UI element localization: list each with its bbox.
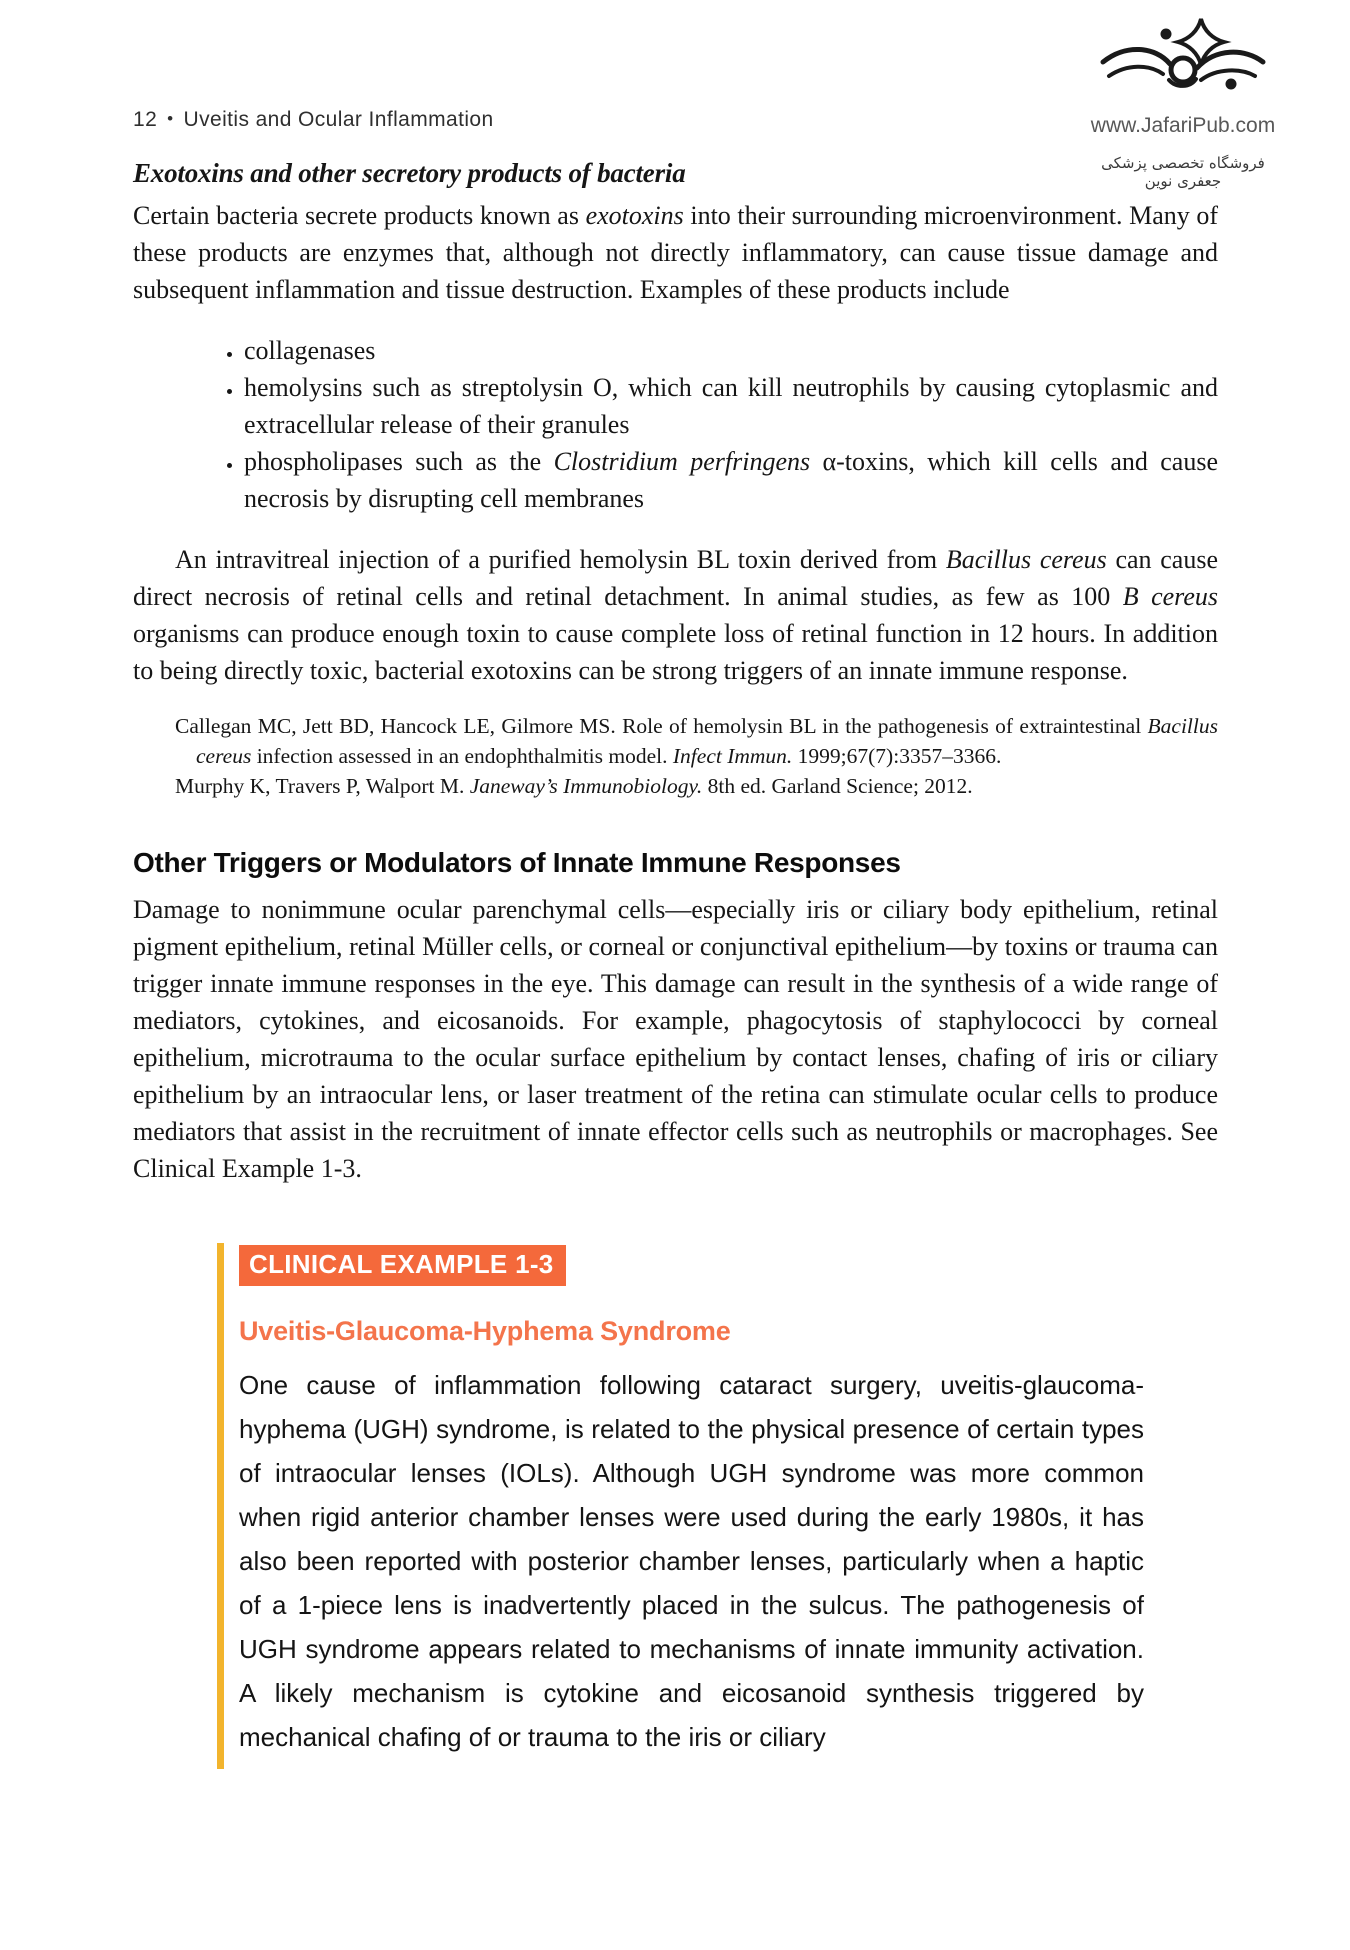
running-head [133,108,494,132]
list-item: • collagenases [244,332,1218,369]
reference-list [133,711,1218,801]
clinical-example-title: Uveitis-Glaucoma-Hyphema Syndrome [239,1316,731,1346]
other-triggers-heading: Other Triggers or Modulators of Innate Immune Responses [133,847,901,878]
exotoxins-heading: Exotoxins and other secretory products of bacteria [133,158,686,188]
clinical-example-box [217,1243,1173,1769]
book-title: Uveitis and Ocular Inflammation [183,108,494,131]
other-triggers-paragraph: Damage to nonimmune ocular parenchymal cells—especially iris or ciliary body epithelium, retinal pigment epithelium, retinal Müller cells, or corneal or conjunctival epithelium—by toxins or trauma can trigger innate immune responses in the eye. This damage can result in the synthesis of a wide range of mediators, cytokines, and eicosanoids. For example, phagocytosis of staphylococci by corneal epithelium, microtrauma to the ocular surface epithelium by contact lenses, chafing of iris or ciliary epithelium by an intraocular lens, or laser treatment of the retina can stimulate ocular cells to produce mediators that assist in the recruitment of innate effector cells such as neutrophils or macrophages. See Clinical Example 1-3. [133,895,1218,1183]
page-number: 12 [133,108,158,131]
watermark-caption-farsi: فروشگاه تخصصی پزشکی جعفری نوین [1101,154,1265,190]
reference-entry: Murphy K, Travers P, Walport M. Janeway’s Immunobiology. 8th ed. Garland Science; 2012. [175,774,973,798]
jafari-calligraphy-logo-icon [1078,16,1288,112]
header-separator-dot: • [167,109,174,128]
exotoxins-intro-paragraph: Certain bacteria secrete products known as exotoxins into their surrounding microenvironment. Many of these products are enzymes that, although not directly inflammatory, can cause tissue damage and subsequent inflammation and tissue destruction. Examples of these products include [133,201,1218,304]
main-text-column [133,158,1218,1769]
clinical-example-badge: CLINICAL EXAMPLE 1-3 [239,1245,566,1286]
list-item: • phospholipases such as the Clostridium perfringens α-toxins, which kill cells and cause necrosis by disrupting cell membranes [244,443,1218,517]
reference-entry: Callegan MC, Jett BD, Hancock LE, Gilmore MS. Role of hemolysin BL in the pathogenesis of extraintestinal Bacillus cereus infection assessed in an endophthalmitis model. Infect Immun. 1999;67(7):3357–3366. [175,714,1218,768]
bacterial-products-list [133,332,1218,517]
list-item: • hemolysins such as streptolysin O, which can kill neutrophils by causing cytoplasmic and extracellular release of their granules [244,369,1218,443]
clinical-example-body: One cause of inflammation following cataract surgery, uveitis-glaucoma-hyphema (UGH) syndrome, is related to the physical presence of certain types of intraocular lenses (IOLs). Although UGH syndrome was more common when rigid anterior chamber lenses were used during the early 1980s, it has also been reported with posterior chamber lenses, particularly when a haptic of a 1-piece lens is inadvertently placed in the sulcus. The pathogenesis of UGH syndrome appears related to mechanisms of innate immunity activation. A likely mechanism is cytokine and eicosanoid synthesis triggered by mechanical chafing of or trauma to the iris or ciliary [239,1370,1144,1752]
hemolysin-paragraph: An intravitreal injection of a purified hemolysin BL toxin derived from Bacillus cereus can cause direct necrosis of retinal cells and retinal detachment. In animal studies, as few as 100 B cereus organisms can produce enough toxin to cause complete loss of retinal function in 12 hours. In addition to being directly toxic, bacterial exotoxins can be strong triggers of an innate immune response. [133,545,1218,685]
watermark-url: www.JafariPub.com [1090,114,1276,137]
